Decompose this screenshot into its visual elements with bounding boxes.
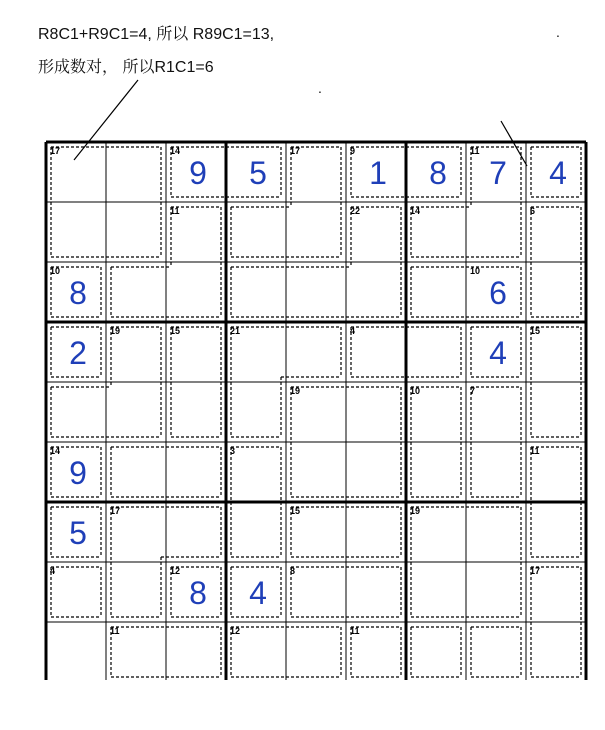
cage-sum-label: 7 <box>470 386 476 396</box>
given-digit: 8 <box>69 275 87 311</box>
cell-r9c9[interactable] <box>526 622 586 680</box>
cell-r8c8[interactable] <box>466 562 526 622</box>
cage-sum-label: 19 <box>410 506 421 516</box>
given-digit: 1 <box>369 155 387 191</box>
cell-r3c7[interactable] <box>406 262 466 322</box>
cage-sum-label: 10 <box>470 266 481 276</box>
cell-r5c2[interactable] <box>106 382 166 442</box>
cell-r6c2[interactable] <box>106 442 166 502</box>
given-digit: 5 <box>249 155 267 191</box>
cage-sum-label: 15 <box>530 326 541 336</box>
cell-r4c7[interactable] <box>406 322 466 382</box>
cage-sum-label: 17 <box>290 146 301 156</box>
cell-r5c6[interactable] <box>346 382 406 442</box>
given-digit: 5 <box>69 515 87 551</box>
cage-sum-label: 4 <box>350 326 356 336</box>
cell-r7c8[interactable] <box>466 502 526 562</box>
cage-sum-label: 17 <box>110 506 121 516</box>
given-digit: 9 <box>189 155 207 191</box>
cage-sum-label: 9 <box>350 146 356 156</box>
cage-sum-label: 8 <box>290 566 296 576</box>
cell-r3c3[interactable] <box>166 262 226 322</box>
given-digit: 8 <box>429 155 447 191</box>
cage-sum-label: 6 <box>530 206 536 216</box>
cell-r7c4[interactable] <box>226 502 286 562</box>
stray-dot-2: . <box>318 80 322 96</box>
cage-sum-label: 14 <box>50 446 61 456</box>
cell-r9c5[interactable] <box>286 622 346 680</box>
cage-sum-label: 15 <box>290 506 301 516</box>
cage-sum-label: 17 <box>530 566 541 576</box>
cage-sum-label: 10 <box>410 386 421 396</box>
cell-r3c6[interactable] <box>346 262 406 322</box>
cell-r3c9[interactable] <box>526 262 586 322</box>
cell-r2c4[interactable] <box>226 202 286 262</box>
cage-sum-label: 11 <box>170 206 180 216</box>
cell-r6c7[interactable] <box>406 442 466 502</box>
cell-r9c7[interactable] <box>406 622 466 680</box>
given-digit: 2 <box>69 335 87 371</box>
cell-r2c1[interactable] <box>46 202 106 262</box>
cell-r1c2[interactable] <box>106 142 166 202</box>
cell-r8c6[interactable] <box>346 562 406 622</box>
given-digit: 4 <box>249 575 267 611</box>
deduction-note-line-2: 形成数对， 所以R1C1=6 <box>38 59 214 76</box>
cell-r2c2[interactable] <box>106 202 166 262</box>
cell-r9c8[interactable] <box>466 622 526 680</box>
cage-sum-label: 19 <box>110 326 121 336</box>
cell-r7c6[interactable] <box>346 502 406 562</box>
cage-sum-label: 11 <box>470 146 480 156</box>
cage-sum-label: 19 <box>290 386 301 396</box>
given-digit: 8 <box>189 575 207 611</box>
cell-r7c3[interactable] <box>166 502 226 562</box>
cage-sum-label: 15 <box>170 326 181 336</box>
cell-r7c9[interactable] <box>526 502 586 562</box>
cage-sum-label: 11 <box>350 626 360 636</box>
cage-sum-label: 12 <box>170 566 181 576</box>
cell-r3c5[interactable] <box>286 262 346 322</box>
cage-sum-label: 12 <box>230 626 241 636</box>
cage-sum-label: 11 <box>110 626 120 636</box>
cell-r3c2[interactable] <box>106 262 166 322</box>
cell-r6c3[interactable] <box>166 442 226 502</box>
given-digit: 4 <box>489 335 507 371</box>
given-digit: 4 <box>549 155 567 191</box>
cage-sum-label: 22 <box>350 206 361 216</box>
cell-r2c8[interactable] <box>466 202 526 262</box>
cage-sum-label: 4 <box>50 566 56 576</box>
cells-layer <box>46 142 586 680</box>
cage-sum-label: 17 <box>50 146 61 156</box>
cell-r4c5[interactable] <box>286 322 346 382</box>
cell-r5c3[interactable] <box>166 382 226 442</box>
cell-r9c1[interactable] <box>46 622 106 680</box>
given-digit: 7 <box>489 155 507 191</box>
cage-sum-label: 3 <box>230 446 236 456</box>
given-digit: 9 <box>69 455 87 491</box>
cell-r5c1[interactable] <box>46 382 106 442</box>
cell-r3c4[interactable] <box>226 262 286 322</box>
cage-sum-label: 14 <box>170 146 181 156</box>
cage-sum-label: 14 <box>410 206 421 216</box>
cell-r6c5[interactable] <box>286 442 346 502</box>
cage-sum-label: 10 <box>50 266 61 276</box>
cell-r5c4[interactable] <box>226 382 286 442</box>
cage-sum-label: 21 <box>230 326 241 336</box>
cell-r6c6[interactable] <box>346 442 406 502</box>
cell-r8c2[interactable] <box>106 562 166 622</box>
cell-r2c5[interactable] <box>286 202 346 262</box>
cell-r8c7[interactable] <box>406 562 466 622</box>
cage-sum-label: 11 <box>530 446 540 456</box>
stray-dot-1: . <box>556 24 560 40</box>
cell-r5c9[interactable] <box>526 382 586 442</box>
cell-r9c3[interactable] <box>166 622 226 680</box>
deduction-note-line-1: R8C1+R9C1=4, 所以 R89C1=13, <box>38 26 275 43</box>
cell-r6c8[interactable] <box>466 442 526 502</box>
given-digit: 6 <box>489 275 507 311</box>
